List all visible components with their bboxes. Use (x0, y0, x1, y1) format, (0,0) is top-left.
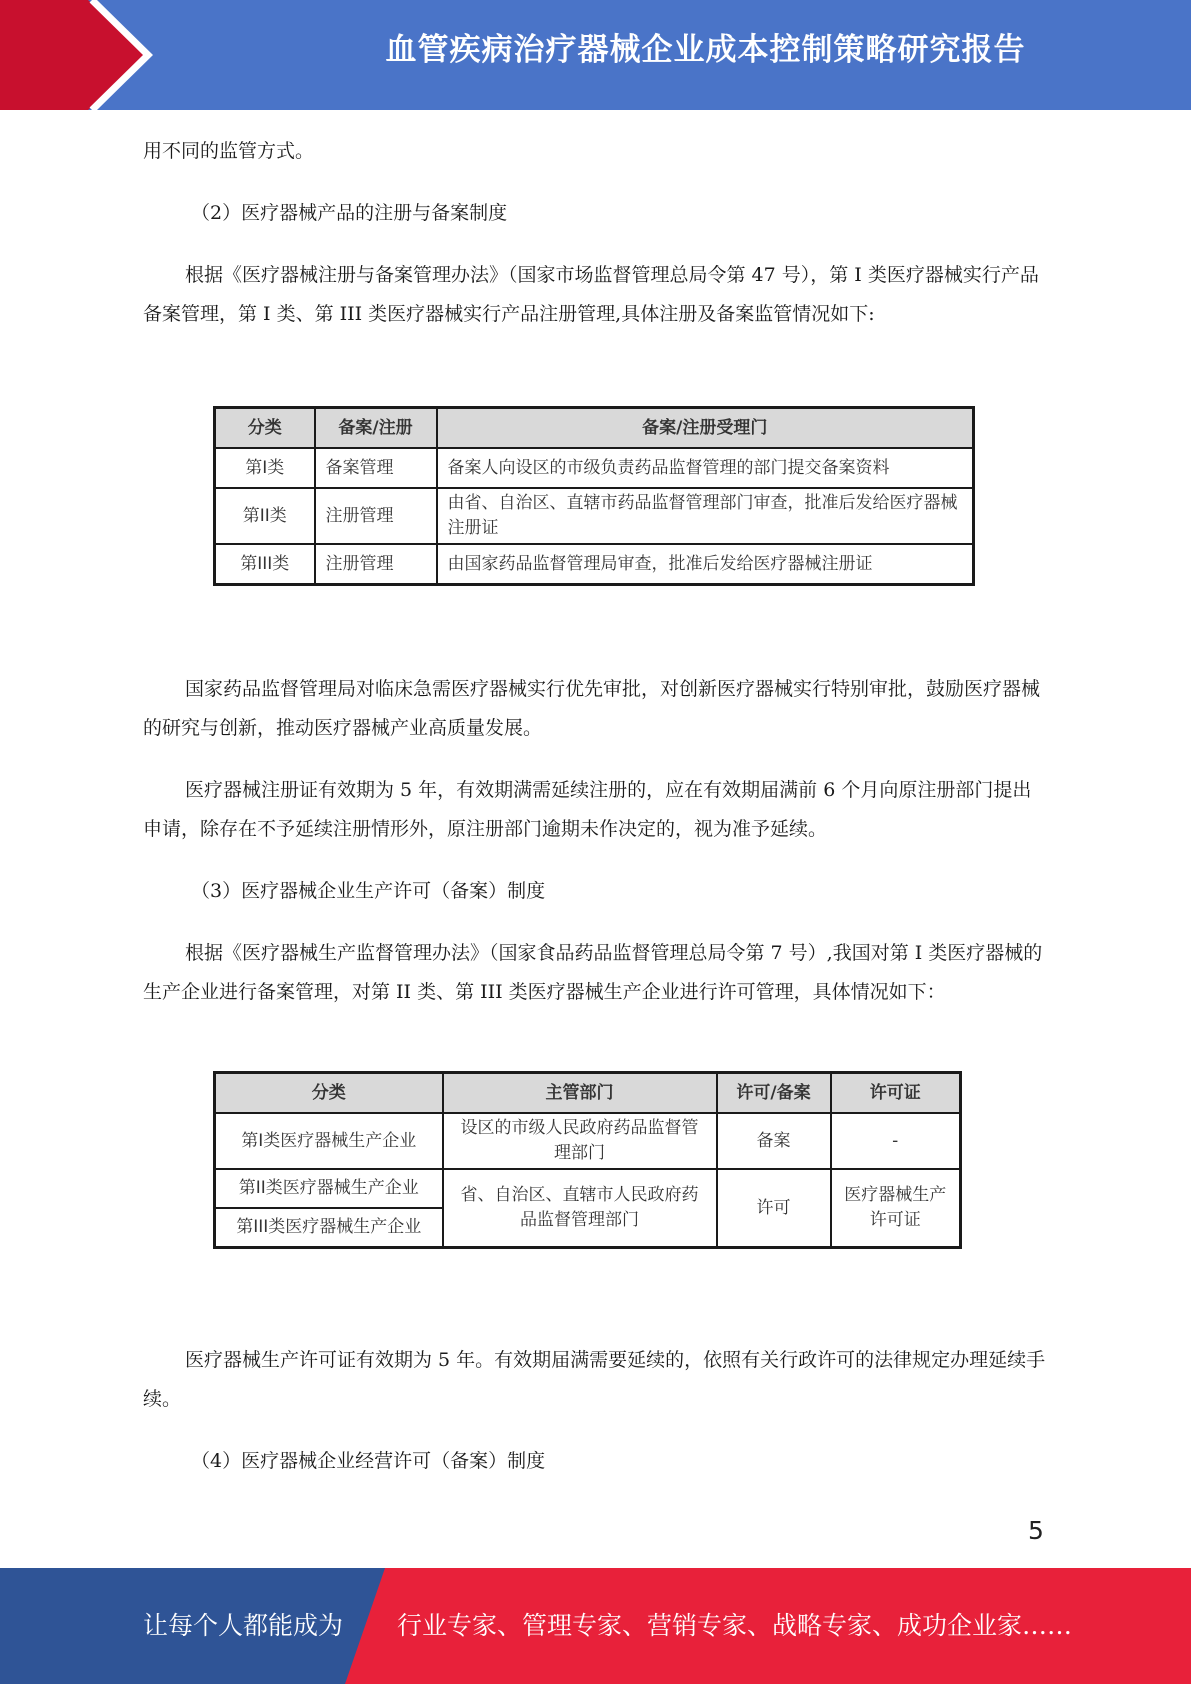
paragraph-continuation: 用不同的监管方式。 (143, 140, 315, 162)
table-cell: 备案管理 (315, 448, 437, 488)
section-heading-2: （2）医疗器械产品的注册与备案制度 (191, 202, 508, 224)
table-cell: 第III类医疗器械生产企业 (215, 1208, 443, 1248)
paragraph-registration-basis: 根据《医疗器械注册与备案管理办法》（国家市场监督管理总局令第 47 号），第 I 类医疗器械实行产品备案管理，第 I 类、第 III 类医疗器械实行产品注册管理,具体注册及备案监管情况如下: (143, 264, 1039, 325)
page-content-mid (143, 670, 1048, 1012)
page-header (0, 0, 1191, 110)
table-cell: 由省、自治区、直辖市药品监督管理部门审查，批准后发给医疗器械注册证 (437, 488, 974, 544)
page-number: 5 (1028, 1516, 1044, 1545)
table-header-cell: 备案/注册受理门 (437, 408, 974, 449)
section-heading-3: （3）医疗器械企业生产许可（备案）制度 (191, 880, 546, 902)
registration-table (213, 406, 975, 586)
section-heading-4: （4）医疗器械企业经营许可（备案）制度 (191, 1450, 546, 1472)
table-cell: 第II类医疗器械生产企业 (215, 1169, 443, 1208)
production-license-table (213, 1071, 962, 1249)
table-header-cell: 分类 (215, 408, 315, 449)
table-row (215, 448, 974, 488)
table-cell: 第I类 (215, 448, 315, 488)
table-header-cell: 主管部门 (443, 1073, 717, 1114)
table-row (215, 1169, 961, 1208)
paragraph-registration-validity: 医疗器械注册证有效期为 5 年，有效期满需延续注册的，应在有效期届满前 6 个月向原注册部门提出申请，除存在不予延续注册情形外，原注册部门逾期未作决定的，视为准予延续。 (143, 779, 1032, 840)
table-header-cell: 许可/备案 (717, 1073, 831, 1114)
paragraph-production-basis: 根据《医疗器械生产监督管理办法》（国家食品药品监督管理总局令第 7 号）,我国对第 I 类医疗器械的生产企业进行备案管理，对第 II 类、第 III 类医疗器械生产企业进行许可管理，具体情况如下： (143, 942, 1043, 1003)
report-title: 血管疾病治疗器械企业成本控制策略研究报告 (385, 32, 1026, 68)
table-cell-merged: 许可 (717, 1169, 831, 1248)
table-cell-merged: 医疗器械生产许可证 (831, 1169, 961, 1248)
table-cell: 第II类 (215, 488, 315, 544)
table-header-cell: 许可证 (831, 1073, 961, 1114)
table-header-cell: 备案/注册 (315, 408, 437, 449)
table-cell: 设区的市级人民政府药品监督管理部门 (443, 1113, 717, 1169)
page-footer (0, 1568, 1191, 1684)
table-row (215, 1113, 961, 1169)
footer-slogan-right: 行业专家、管理专家、营销专家、战略专家、成功企业家…… (397, 1611, 1073, 1640)
table-cell: 第I类医疗器械生产企业 (215, 1113, 443, 1169)
table-row (215, 488, 974, 544)
table-cell: - (831, 1113, 961, 1169)
table-cell: 由国家药品监督管理局审查，批准后发给医疗器械注册证 (437, 544, 974, 585)
table-header-row (215, 408, 974, 449)
header-arrow-decoration (0, 0, 240, 110)
table-cell: 注册管理 (315, 488, 437, 544)
paragraph-priority-approval: 国家药品监督管理局对临床急需医疗器械实行优先审批，对创新医疗器械实行特别审批，鼓励医疗器械的研究与创新，推动医疗器械产业高质量发展。 (143, 678, 1041, 739)
table-header-cell: 分类 (215, 1073, 443, 1114)
table-cell: 第III类 (215, 544, 315, 585)
table-cell: 备案人向设区的市级负责药品监督管理的部门提交备案资料 (437, 448, 974, 488)
table-cell: 备案 (717, 1113, 831, 1169)
table-cell: 注册管理 (315, 544, 437, 585)
table-row (215, 544, 974, 585)
footer-slogan-left: 让每个人都能成为 (143, 1611, 344, 1640)
table-header-row (215, 1073, 961, 1114)
page-content (143, 132, 1048, 334)
paragraph-license-validity: 医疗器械生产许可证有效期为 5 年。有效期届满需要延续的，依照有关行政许可的法律规定办理延续手续。 (143, 1349, 1046, 1410)
table-cell-merged: 省、自治区、直辖市人民政府药品监督管理部门 (443, 1169, 717, 1248)
page-content-bottom (143, 1341, 1048, 1481)
